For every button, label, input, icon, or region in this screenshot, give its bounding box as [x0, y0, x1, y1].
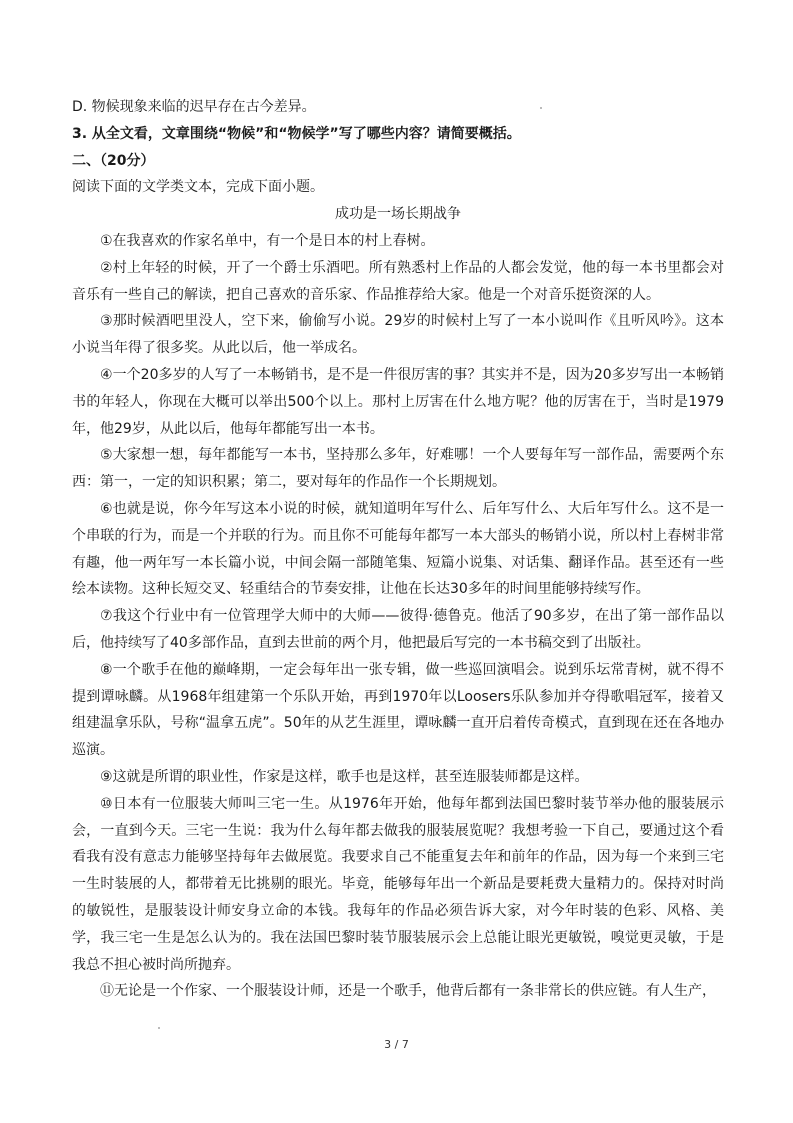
scan-speck	[540, 107, 542, 109]
section-heading: 二、（20分）	[72, 152, 155, 169]
paragraph-6: ⑥也就是说，你今年写这本小说的时候，就知道明年写什么、后年写什么、大后年写什么。这不是一个串联的行为，而是一个并联的行为。而且你不可能每年都写一本大部头的畅销小说，所以村上春树非常有趣，他一两年写一本长篇小说，中间会隔一部随笔集、短篇小说集、对话集、翻译作品。甚至还有一些绘本读物。这种长短交叉、轻重结合的节奏安排，让他在长达30多年的时间里能够持续写作。	[72, 500, 724, 598]
page-number: 3 / 7	[384, 1038, 409, 1051]
paragraph-5: ⑤大家想一想，每年都能写一本书，坚持那么多年，好难哪！一个人要每年写一部作品，需要两个东西：第一，一定的知识积累；第二，要对每年的作品作一个长期规划。	[72, 447, 724, 491]
question-3: 3. 从全文看，文章围绕“物候”和“物候学”写了哪些内容？请简要概括。	[72, 125, 521, 142]
article-title: 成功是一场长期战争	[335, 206, 461, 223]
paragraph-3: ③那时候酒吧里没人，空下来，偷偷写小说。29岁的时候村上写了一本小说叫作《且听风吟》。这本小说当年得了很多奖。从此以后，他一举成名。	[72, 313, 724, 357]
page-content	[72, 94, 724, 1005]
paragraph-7: ⑦我这个行业中有一位管理学大师中的大师——彼得·德鲁克。他活了90多岁，在出了第一部作品以后，他持续写了40多部作品，直到去世前的两个月，他把最后写完的一本书稿交到了出版社。	[72, 608, 724, 651]
paragraph-1: ①在我喜欢的作家名单中，有一个是日本的村上春树。	[100, 232, 435, 249]
paragraph-8: ⑧一个歌手在他的巅峰期，一定会每年出一张专辑，做一些巡回演唱会。说到乐坛常青树，就不得不提到谭咏麟。从1968年组建第一个乐队开始，再到1970年以Loosers乐队参加并夺得歌唱冠军，接着又组建温拿乐队，号称“温拿五虎”。50年的从艺生涯里，谭咏麟一直开启着传奇模式，直到现在还在各地办巡演。	[72, 661, 724, 759]
paragraph-2: ②村上年轻的时候，开了一个爵士乐酒吧。所有熟悉村上作品的人都会发觉，他的每一本书里都会对音乐有一些自己的解读，把自己喜欢的音乐家、作品推荐给大家。他是一个对音乐挺资深的人。	[72, 259, 724, 303]
paragraph-9: ⑨这就是所谓的职业性，作家是这样，歌手也是这样，甚至连服装师都是这样。	[100, 768, 589, 785]
question-option-d: D. 物候现象来临的迟早存在古今差异。	[72, 99, 316, 115]
reading-instruction: 阅读下面的文学类文本，完成下面小题。	[72, 179, 324, 196]
paragraph-4: ④一个20多岁的人写了一本畅销书，是不是一件很厉害的事？其实并不是，因为20多岁写出一本畅销书的年轻人，你现在大概可以举出500个以上。那村上厉害在什么地方呢？他的厉害在于，当时是1979年，他29岁，从此以后，他每年都能写出一本书。	[72, 366, 724, 437]
paragraph-11: ⑪无论是一个作家、一个服装设计师，还是一个歌手，他背后都有一条非常长的供应链。有人生产，	[100, 983, 716, 1000]
scan-speck	[158, 1027, 160, 1029]
paragraph-10: ⑩日本有一位服装大师叫三宅一生。从1976年开始，他每年都到法国巴黎时装节举办他的服装展示会，一直到今天。三宅一生说：我为什么每年都去做我的服装展览呢？我想考验一下自己，要通过这个看看我有没有意志力能够坚持每年去做展览。我要求自己不能重复去年和前年的作品，因为每一个来到三宅一生时装展的人，都带着无比挑剔的眼光。毕竟，能够每年出一个新品是要耗费大量精力的。保持对时尚的敏锐性，是服装设计师安身立命的本钱。我每年的作品必须告诉大家，对今年时装的色彩、风格、美学，我三宅一生是怎么认为的。我在法国巴黎时装节服装展示会上总能让眼光更敏锐，嗅觉更灵敏，于是我总不担心被时尚所抛弃。	[72, 795, 724, 973]
